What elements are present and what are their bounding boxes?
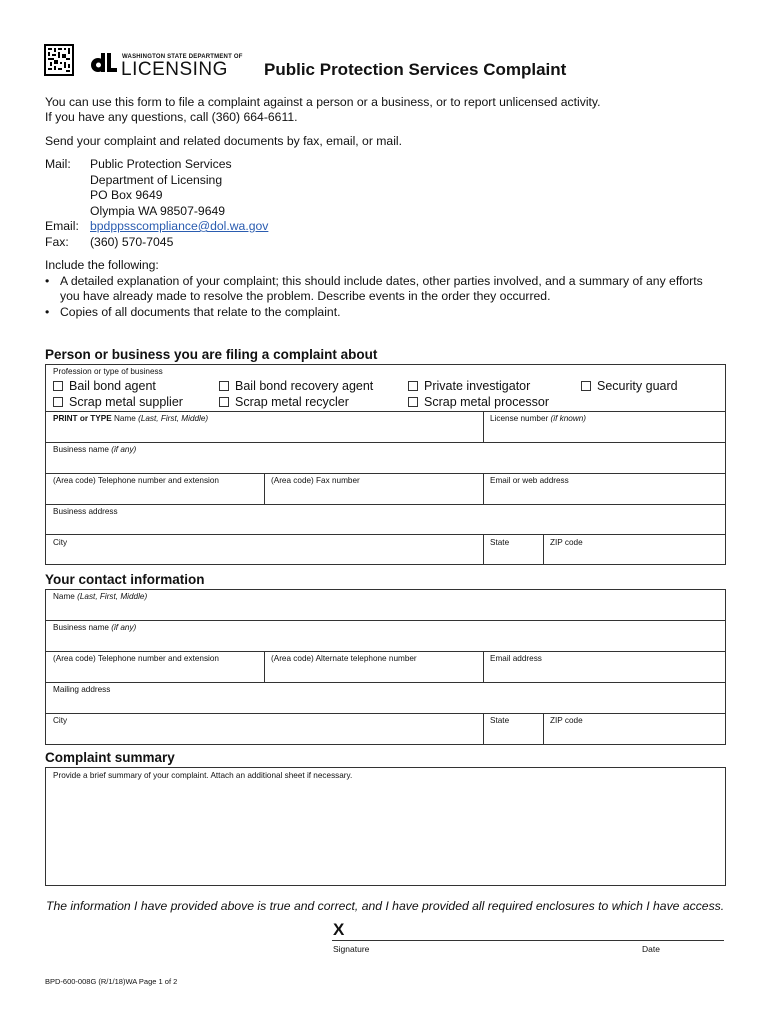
license-label: License number (490, 414, 549, 423)
business-label: Business name (53, 623, 109, 632)
checkbox-security-guard[interactable] (581, 379, 678, 394)
checkbox-square[interactable] (581, 381, 591, 391)
qr-code-icon (44, 44, 74, 76)
your-phone-field[interactable]: (Area code) Telephone number and extension (53, 654, 219, 663)
subject-fax-field[interactable]: (Area code) Fax number (271, 476, 360, 485)
checkbox-label: Private investigator (424, 379, 531, 393)
subject-city-field[interactable]: City (53, 538, 68, 547)
divider (483, 651, 484, 682)
checkbox-square[interactable] (53, 397, 63, 407)
dol-logo (89, 47, 243, 81)
mail-label: Mail: (45, 157, 71, 171)
date-label: Date (642, 944, 660, 954)
business-label: Business name (53, 445, 109, 454)
divider (483, 534, 484, 565)
checkbox-label: Scrap metal recycler (235, 395, 349, 409)
section-complaint-about-title: Person or business you are filing a complaint about (45, 347, 378, 362)
subject-state-field[interactable]: State (490, 538, 510, 547)
divider (543, 713, 544, 745)
complaint-summary-field[interactable] (45, 767, 726, 886)
dol-logo-icon (89, 49, 119, 79)
divider (483, 713, 484, 745)
divider (483, 411, 484, 442)
email-label: Email: (45, 219, 79, 233)
your-zip-field[interactable]: ZIP code (550, 716, 583, 725)
mail-line-1: Public Protection Services (90, 157, 232, 171)
intro-line-2: If you have any questions, call (360) 664-6611. (45, 110, 298, 124)
bullet-dot: • (45, 274, 50, 288)
checkbox-square[interactable] (219, 397, 229, 407)
checkbox-label: Bail bond recovery agent (235, 379, 374, 393)
checkbox-bail-bond-recovery-agent[interactable] (219, 379, 373, 394)
intro-line-1: You can use this form to file a complaint against a person or a business, or to report unlicensed activity. (45, 95, 601, 109)
form-title: Public Protection Services Complaint (264, 60, 567, 79)
divider (45, 504, 726, 505)
divider (45, 442, 726, 443)
include-bullet-1b: you have already made to resolve the problem. Describe events in the order they occurred. (60, 289, 551, 303)
fax-label: Fax: (45, 235, 69, 249)
section-contact-title: Your contact information (45, 572, 205, 587)
logo-department-text: WASHINGTON STATE DEPARTMENT OF (122, 54, 243, 60)
name-label: Name (113, 414, 136, 423)
signature-x-mark: X (333, 920, 345, 939)
checkbox-square[interactable] (219, 381, 229, 391)
divider (264, 473, 265, 504)
divider (45, 620, 726, 621)
your-mailing-address-field[interactable]: Mailing address (53, 685, 111, 694)
subject-email-field[interactable]: Email or web address (490, 476, 569, 485)
your-business-name-field[interactable] (53, 623, 136, 633)
your-name-field[interactable] (53, 592, 147, 602)
mail-line-3: PO Box 9649 (90, 188, 163, 202)
license-hint: (if known) (550, 414, 587, 423)
your-alt-phone-field[interactable]: (Area code) Alternate telephone number (271, 654, 417, 663)
signature-label: Signature (333, 944, 370, 954)
summary-label: Provide a brief summary of your complaint. Attach an additional sheet if necessary. (53, 771, 353, 780)
name-hint: (Last, First, Middle) (77, 592, 148, 601)
subject-name-field[interactable] (53, 414, 208, 424)
name-emphasis: PRINT or TYPE (53, 414, 112, 423)
divider (45, 651, 726, 652)
checkbox-scrap-metal-supplier[interactable] (53, 395, 183, 410)
subject-business-name-field[interactable] (53, 445, 136, 455)
business-hint: (if any) (111, 623, 137, 632)
logo-licensing-text: LICENSING (121, 59, 228, 80)
email-link[interactable]: bpdppsscompliance@dol.wa.gov (90, 219, 269, 233)
send-instructions: Send your complaint and related documents by fax, email, or mail. (45, 134, 403, 148)
include-bullet-2: Copies of all documents that relate to the complaint. (60, 305, 341, 319)
bullet-dot: • (45, 305, 50, 319)
divider (45, 411, 726, 412)
checkbox-square[interactable] (408, 381, 418, 391)
checkbox-label: Bail bond agent (69, 379, 156, 393)
checkbox-square[interactable] (53, 381, 63, 391)
your-email-field[interactable]: Email address (490, 654, 542, 663)
subject-phone-field[interactable]: (Area code) Telephone number and extension (53, 476, 219, 485)
divider (543, 534, 544, 565)
divider (45, 682, 726, 683)
profession-label: Profession or type of business (53, 367, 163, 376)
divider (45, 473, 726, 474)
checkbox-bail-bond-agent[interactable] (53, 379, 156, 394)
checkbox-private-investigator[interactable] (408, 379, 530, 394)
signature-line[interactable] (332, 940, 724, 941)
declaration-text: The information I have provided above is true and correct, and I have provided all required enclosures to which I have access. (46, 899, 725, 913)
name-label: Name (53, 592, 75, 601)
checkbox-square[interactable] (408, 397, 418, 407)
divider (264, 651, 265, 682)
divider (483, 473, 484, 504)
include-heading: Include the following: (45, 258, 159, 272)
fax-number: (360) 570-7045 (90, 235, 174, 249)
contact-info-box (45, 589, 726, 745)
checkbox-scrap-metal-recycler[interactable] (219, 395, 349, 410)
checkbox-scrap-metal-processor[interactable] (408, 395, 549, 410)
section-summary-title: Complaint summary (45, 750, 175, 765)
business-hint: (if any) (111, 445, 137, 454)
your-city-field[interactable]: City (53, 716, 68, 725)
mail-line-2: Department of Licensing (90, 173, 223, 187)
divider (45, 534, 726, 535)
your-state-field[interactable]: State (490, 716, 510, 725)
checkbox-label: Security guard (597, 379, 678, 393)
license-number-field[interactable] (490, 414, 586, 424)
include-bullet-1a: A detailed explanation of your complaint; this should include dates, other parties involved, and a summary of any efforts (60, 274, 703, 288)
mail-line-4: Olympia WA 98507-9649 (90, 204, 226, 218)
checkbox-label: Scrap metal supplier (69, 395, 183, 409)
name-hint: (Last, First, Middle) (138, 414, 209, 423)
checkbox-label: Scrap metal processor (424, 395, 550, 409)
subject-address-field[interactable]: Business address (53, 507, 118, 516)
footer-form-id: BPD-600-008G (R/1/18)WA Page 1 of 2 (45, 977, 178, 986)
subject-zip-field[interactable]: ZIP code (550, 538, 583, 547)
divider (45, 713, 726, 714)
